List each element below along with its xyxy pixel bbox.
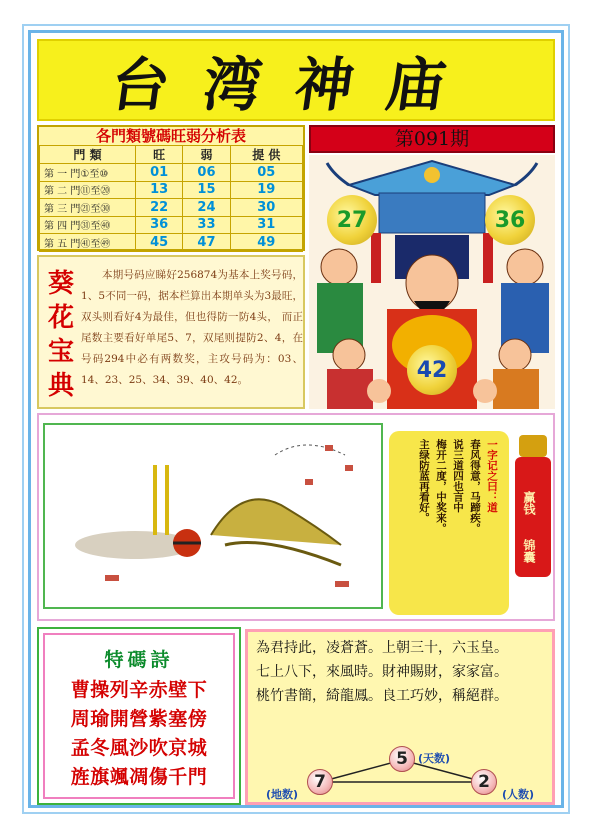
sunflower-paragraph: 本期号码应睇好256874为基本上奖号码，1、5不同一码，据本栏算出本期单头为3最旺，双头则看好4为最佳，但也得防一防4头， 而正尾数主要看好单尾5、7，双尾则提防2、4，在号码294中必有两数奖，主攻号码为：03、14、23、25、34、39、40、42。 xyxy=(81,269,303,386)
ruo-cell: 24 xyxy=(183,199,230,217)
right-ball-label: (人数) xyxy=(502,788,535,801)
triangle-text-line: 七上八下，來風時。財神賜財，家家富。 xyxy=(256,664,508,680)
title-char: 花 xyxy=(47,303,74,333)
door-cell: 第 三 門㉑至㉚ xyxy=(40,199,136,217)
poem-title: 特碼詩 xyxy=(104,649,174,671)
ruo-cell: 47 xyxy=(183,234,230,252)
scroll-column: 说三道四也言中 xyxy=(452,439,464,513)
tigong-cell: 31 xyxy=(230,216,302,234)
tigong-cell: 05 xyxy=(230,164,302,182)
issue-label: 第091期 xyxy=(309,125,555,153)
page-frame xyxy=(28,30,564,808)
scroll-text xyxy=(403,439,499,589)
wang-cell: 45 xyxy=(136,234,183,252)
bubble-number: 36 xyxy=(494,207,526,233)
title-char: 典 xyxy=(47,371,74,401)
title-char: 葵 xyxy=(47,269,74,299)
triangle-text-line: 為君持此，凌蒼蒼。上朝三十，六玉皇。 xyxy=(256,640,508,656)
illustration-panel xyxy=(37,413,555,621)
fortune-scroll xyxy=(389,431,509,615)
ruo-cell: 15 xyxy=(183,181,230,199)
triangle-text-line: 桃竹書簡，綺龍鳳。良工巧妙，稱絕群。 xyxy=(256,688,508,704)
analysis-table-title: 各門類號碼旺弱分析表 xyxy=(95,127,246,145)
door-cell: 第 二 門⑪至⑳ xyxy=(40,181,136,199)
table-row xyxy=(40,216,303,234)
wang-cell: 01 xyxy=(136,164,183,182)
poem-panel xyxy=(37,627,241,805)
title-char: 宝 xyxy=(47,337,74,367)
sunflower-panel xyxy=(37,255,305,409)
table-row xyxy=(40,234,303,252)
triangle-lines xyxy=(248,632,552,802)
tigong-cell: 19 xyxy=(230,181,302,199)
number-bubble xyxy=(485,195,535,245)
number-bubble xyxy=(407,345,457,395)
wang-cell: 22 xyxy=(136,199,183,217)
tigong-cell: 30 xyxy=(230,199,302,217)
money-bag xyxy=(513,435,553,585)
wang-cell: 13 xyxy=(136,181,183,199)
analysis-table xyxy=(39,145,303,252)
god-illustration xyxy=(309,155,555,409)
scroll-column: 主绿防蓝再看好。 xyxy=(418,439,430,523)
poem-line: 曹操列辛赤壁下 xyxy=(70,679,208,701)
left-ball-label: (地数) xyxy=(266,788,299,801)
table-row xyxy=(40,181,303,199)
bag-label: 锦囊 xyxy=(522,539,536,563)
poem-inner-frame xyxy=(43,633,235,799)
poem-line: 孟冬風沙吹京城 xyxy=(70,737,208,759)
tigong-cell: 49 xyxy=(230,234,302,252)
bubble-number: 27 xyxy=(336,207,368,233)
poem-line: 周瑜開營紫塞傍 xyxy=(70,708,208,730)
number-bubble xyxy=(327,195,377,245)
door-cell: 第 四 門㉛至㊵ xyxy=(40,216,136,234)
top-ball-label: (天数) xyxy=(418,752,451,765)
top-ball: 5 xyxy=(389,746,415,772)
scroll-column: 一字记之曰：道 xyxy=(486,439,498,513)
scroll-column: 春风得意，马蹄疾。 xyxy=(469,439,481,534)
bag-label: 赢钱 xyxy=(522,491,536,515)
analysis-table-panel xyxy=(37,125,305,251)
poem-line: 旌旗颯凋傷千門 xyxy=(70,766,208,788)
poem-lines xyxy=(45,676,233,792)
triangle-panel xyxy=(245,629,555,805)
table-row xyxy=(40,199,303,217)
door-cell: 第 五 門㊶至㊾ xyxy=(40,234,136,252)
table-row xyxy=(40,164,303,182)
ruo-cell: 06 xyxy=(183,164,230,182)
ruo-cell: 33 xyxy=(183,216,230,234)
scroll-column: 梅开二度，中奖来。 xyxy=(435,439,447,534)
table-header-row xyxy=(40,146,303,164)
page-title: 台湾神庙 xyxy=(106,51,485,119)
scene-drawing xyxy=(45,425,381,607)
cartoon-scene xyxy=(43,423,383,609)
column-header: 門 類 xyxy=(40,146,136,164)
header-banner xyxy=(37,39,555,121)
wang-cell: 36 xyxy=(136,216,183,234)
column-header: 旺 xyxy=(136,146,183,164)
column-header: 弱 xyxy=(183,146,230,164)
left-ball: 7 xyxy=(307,769,333,795)
sunflower-title xyxy=(43,267,79,403)
column-header: 提 供 xyxy=(230,146,302,164)
bubble-number: 42 xyxy=(416,357,448,383)
right-ball: 2 xyxy=(471,769,497,795)
door-cell: 第 一 門①至⑩ xyxy=(40,164,136,182)
